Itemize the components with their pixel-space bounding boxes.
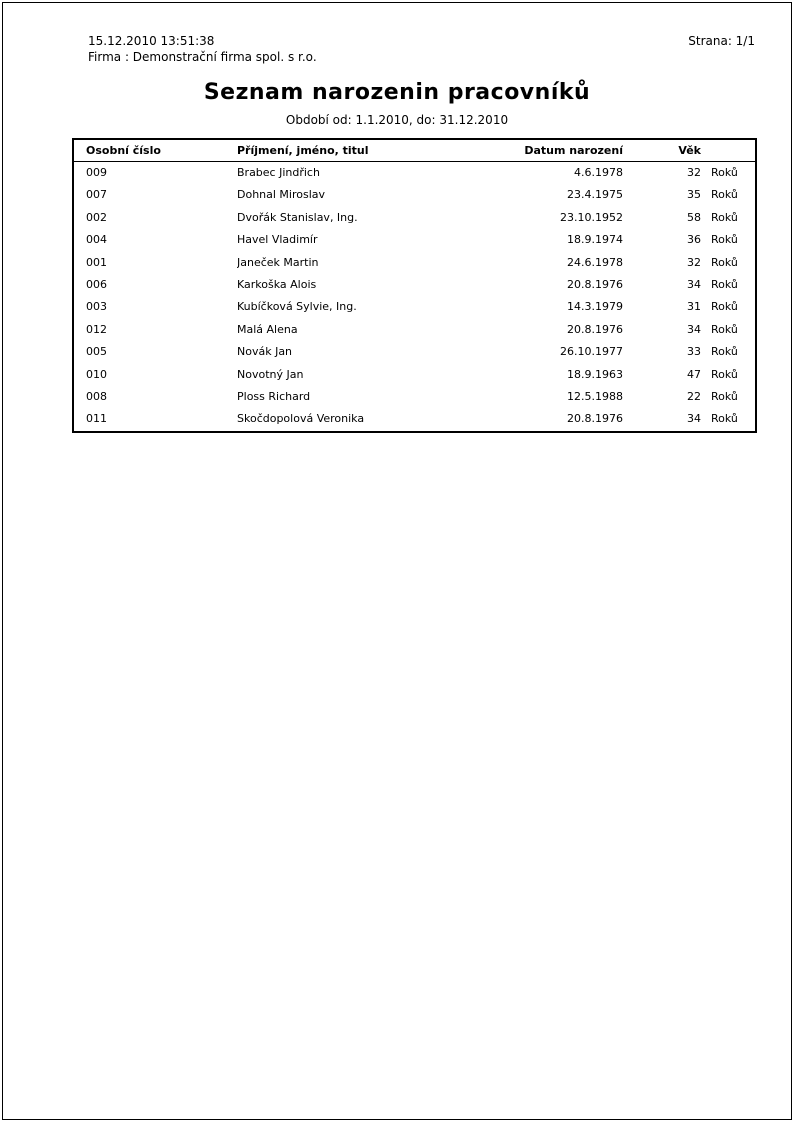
cell-personal-number: 003 — [86, 300, 107, 314]
cell-age-unit: Roků — [711, 367, 738, 381]
cell-age: 35 — [687, 188, 701, 202]
cell-name: Novotný Jan — [237, 367, 304, 381]
cell-birthdate: 18.9.1963 — [567, 367, 623, 381]
cell-age-unit: Roků — [711, 412, 738, 426]
cell-name: Novák Jan — [237, 345, 293, 359]
header-age: Věk — [678, 144, 701, 157]
cell-age-unit: Roků — [711, 255, 738, 269]
cell-personal-number: 007 — [86, 188, 107, 202]
table-row — [74, 252, 755, 274]
cell-name: Janeček Martin — [237, 255, 319, 269]
cell-name: Brabec Jindřich — [237, 166, 320, 179]
header-birthdate: Datum narození — [524, 144, 623, 157]
cell-age-unit: Roků — [711, 345, 738, 359]
cell-age: 32 — [687, 166, 701, 179]
table-row — [74, 162, 755, 184]
cell-age: 33 — [687, 345, 701, 359]
birthday-table — [72, 138, 757, 433]
cell-birthdate: 4.6.1978 — [574, 166, 623, 179]
table-header-row — [74, 140, 755, 162]
cell-birthdate: 23.4.1975 — [567, 188, 623, 202]
cell-personal-number: 012 — [86, 322, 107, 336]
cell-age-unit: Roků — [711, 322, 738, 336]
cell-birthdate: 20.8.1976 — [567, 277, 623, 291]
report-period: Období od: 1.1.2010, do: 31.12.2010 — [285, 113, 509, 127]
cell-birthdate: 14.3.1979 — [567, 300, 623, 314]
report-meta — [88, 33, 317, 65]
table-row — [74, 341, 755, 363]
cell-personal-number: 004 — [86, 233, 107, 247]
cell-personal-number: 009 — [86, 166, 107, 179]
header-personal-number: Osobní číslo — [86, 144, 161, 157]
table-row — [74, 296, 755, 318]
cell-personal-number: 008 — [86, 389, 107, 403]
cell-age: 31 — [687, 300, 701, 314]
page-title: Seznam narozenin pracovníků — [203, 80, 591, 105]
cell-age: 32 — [687, 255, 701, 269]
table-row — [74, 229, 755, 251]
cell-personal-number: 010 — [86, 367, 107, 381]
cell-age-unit: Roků — [711, 188, 738, 202]
cell-age: 34 — [687, 322, 701, 336]
cell-age-unit: Roků — [711, 389, 738, 403]
table-row — [74, 386, 755, 408]
cell-birthdate: 20.8.1976 — [567, 412, 623, 426]
cell-age-unit: Roků — [711, 277, 738, 291]
cell-name: Kubíčková Sylvie, Ing. — [237, 300, 357, 314]
cell-name: Skočdopolová Veronika — [237, 412, 365, 426]
cell-age: 47 — [687, 367, 701, 381]
table-row — [74, 408, 755, 430]
table-row — [74, 319, 755, 341]
cell-personal-number: 002 — [86, 210, 107, 224]
cell-name: Dvořák Stanislav, Ing. — [237, 210, 358, 224]
company-name: Firma : Demonstrační firma spol. s r.o. — [88, 50, 317, 64]
cell-name: Malá Alena — [237, 322, 298, 336]
cell-birthdate: 23.10.1952 — [560, 210, 623, 224]
print-datetime: 15.12.2010 13:51:38 — [88, 34, 215, 48]
cell-age-unit: Roků — [711, 233, 738, 247]
cell-name: Ploss Richard — [237, 389, 311, 403]
cell-age: 34 — [687, 277, 701, 291]
table-row — [74, 184, 755, 206]
cell-birthdate: 24.6.1978 — [567, 255, 623, 269]
cell-name: Karkoška Alois — [237, 277, 317, 291]
cell-birthdate: 18.9.1974 — [567, 233, 623, 247]
cell-age-unit: Roků — [711, 300, 738, 314]
cell-birthdate: 12.5.1988 — [567, 389, 623, 403]
cell-name: Dohnal Miroslav — [237, 188, 326, 202]
cell-age-unit: Roků — [711, 166, 738, 179]
cell-personal-number: 005 — [86, 345, 107, 359]
header-name: Příjmení, jméno, titul — [237, 144, 369, 157]
cell-age: 22 — [687, 389, 701, 403]
cell-birthdate: 26.10.1977 — [560, 345, 623, 359]
cell-age: 58 — [687, 210, 701, 224]
table-row — [74, 364, 755, 386]
table-row — [74, 274, 755, 296]
cell-personal-number: 011 — [86, 412, 107, 426]
header-age-spacer — [701, 140, 755, 161]
table-body — [74, 162, 755, 431]
cell-birthdate: 20.8.1976 — [567, 322, 623, 336]
cell-age-unit: Roků — [711, 210, 738, 224]
cell-age: 36 — [687, 233, 701, 247]
cell-name: Havel Vladimír — [237, 233, 318, 247]
cell-personal-number: 001 — [86, 255, 107, 269]
cell-personal-number: 006 — [86, 277, 107, 291]
table-row — [74, 207, 755, 229]
page-number: Strana: 1/1 — [688, 34, 755, 48]
cell-age: 34 — [687, 412, 701, 426]
